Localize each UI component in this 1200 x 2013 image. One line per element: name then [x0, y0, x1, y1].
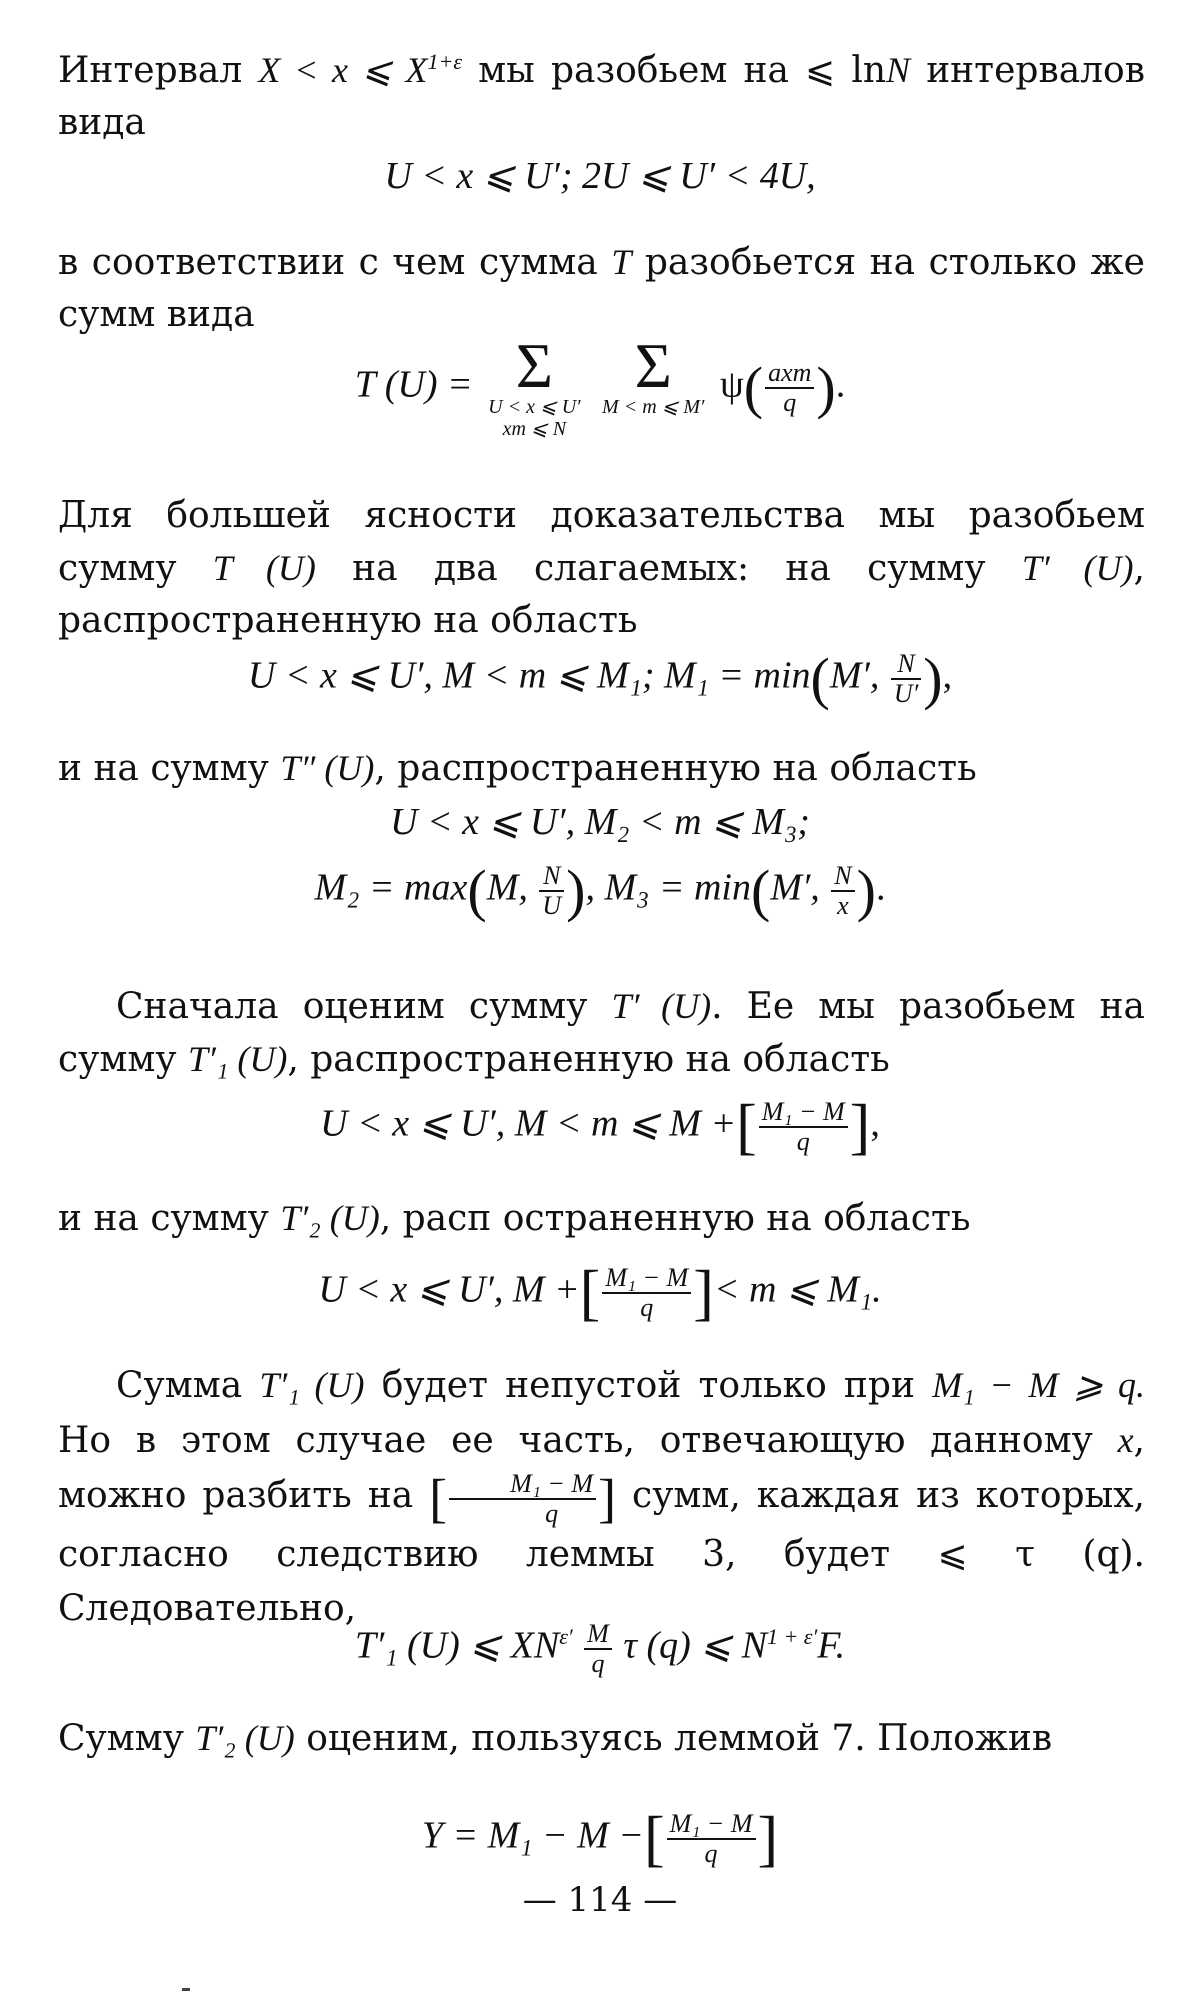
math-inline: [ $\frac{\text{M₁ − M}}{q}$ ]: [429, 1468, 617, 1529]
paragraph-t2-sum: [58, 1192, 1145, 1245]
text: , распространенную на область: [374, 748, 977, 789]
paragraph-estimate-first: [58, 980, 1145, 1086]
text: Но в этом случае ее часть, отвечающую данному: [58, 1420, 1093, 1461]
equation-region-one: U < x ⩽ U′, M < m ⩽ M₁; M₁ = min(M′, $\frac{N}{U'}$ ),: [247, 646, 953, 711]
text: . Ее мы разобьем на сумму: [58, 986, 1145, 1080]
text: сумм, каждая из которых, согласно следствию леммы 3, будет ⩽ τ (q). Следовательно,: [58, 1475, 1145, 1629]
sum-operator: Σ U < x ⩽ U′ xm ⩽ N: [488, 330, 581, 440]
math-inline: T′ (U): [1021, 548, 1134, 588]
text: , распространенную на область: [287, 1039, 890, 1080]
paragraph-intervals: [58, 44, 1145, 149]
scan-mark: [182, 1988, 190, 1991]
math-inline: X < x ⩽ $X^{1+\varepsilon}$: [258, 49, 463, 90]
fraction: $\frac{\text{axm}}{q}$: [765, 359, 814, 417]
text: на два слагаемых: на сумму: [352, 548, 986, 589]
text: Для большей ясности доказательства мы разобьем сумму: [58, 495, 1145, 589]
math-inline: T: [611, 242, 632, 282]
equation-m2-m3: M₂ = max(M, $\frac{N}{U}$ ), M₃ = min(M′, $\frac{N}{x}$ ).: [314, 858, 886, 923]
fraction: $\frac{N}{U}$: [539, 862, 564, 920]
text: оценим, пользуясь леммой 7. Положив: [306, 1718, 1053, 1759]
fraction: $\frac{M}{q}$: [584, 1620, 612, 1678]
paragraph-split-two: [58, 490, 1145, 647]
math-inline: T′₁ (U): [187, 1039, 288, 1079]
equation-region-four: U < x ⩽ U′, M +[ $\frac{\text{M₁ − M}}{q}$ ]< m ⩽ M₁.: [318, 1259, 882, 1327]
text: и на сумму: [58, 1198, 269, 1239]
text: , можно разбить на: [58, 1420, 1145, 1516]
text: разобьется на столько же сумм вида: [58, 242, 1145, 335]
equation-lhs: T (U) =: [354, 363, 473, 406]
equation-double-sum: T (U) = Σ U < x ⩽ U′ xm ⩽ N Σ M < m ⩽ M′ ψ( $\frac{\text{axm}}{q}$ ).: [354, 330, 846, 440]
fraction: $\frac{\text{M₁ − M}}{q}$: [602, 1264, 691, 1322]
fraction: $\frac{N}{U'}$: [891, 650, 921, 708]
equation-region-two: U < x ⩽ U′, M₂ < m ⩽ M₃;: [390, 801, 810, 843]
fraction: $\frac{\text{M₁ − M}}{q}$: [759, 1098, 848, 1156]
text: мы разобьем на ⩽ ln: [478, 50, 887, 91]
math-inline: T′₂ (U): [280, 1198, 380, 1238]
page-number: — 114 —: [522, 1880, 678, 1920]
text: Сумму: [58, 1718, 184, 1759]
text: Сначала оценим сумму: [116, 986, 588, 1027]
math-inline: T′ (U): [611, 986, 712, 1026]
equation-t1-bound: T′₁ (U) ⩽ $XN^{\varepsilon'}$ $\frac{M}{q}$ τ (q) ⩽ $N^{1 + \varepsilon'}F$.: [354, 1619, 846, 1678]
paragraph-second-sum: [58, 742, 1145, 795]
paragraph-nonempty: [58, 1358, 1145, 1636]
text: интервалов вида: [58, 50, 1145, 143]
fraction: $\frac{N}{x}$: [831, 862, 854, 920]
sum-limit: U < x ⩽ U′: [488, 396, 581, 418]
sum-operator: Σ M < m ⩽ M′: [602, 330, 705, 418]
math-inline: M₁ − M ⩾ q.: [932, 1365, 1146, 1405]
text: в соответствии с чем сумма: [58, 242, 598, 283]
sum-limit: M < m ⩽ M′: [602, 396, 705, 418]
equation-region-three: U < x ⩽ U′, M < m ⩽ M +[ $\frac{\text{M₁ − M}}{q}$ ],: [320, 1093, 880, 1161]
text: Сумма: [116, 1365, 243, 1406]
text: Интервал: [58, 50, 243, 91]
sum-limit: xm ⩽ N: [502, 418, 567, 440]
equation-interval: U < x ⩽ U′; 2U ⩽ U′ < 4U,: [384, 155, 816, 197]
math-inline: T′₁ (U): [259, 1365, 365, 1405]
math-inline: T″ (U): [280, 748, 375, 788]
text: , расп остраненную на область: [379, 1198, 971, 1239]
fraction: $\frac{\text{M₁ − M}}{q}$: [667, 1810, 756, 1868]
text: и на сумму: [58, 748, 269, 789]
paragraph-sum-split: [58, 236, 1145, 341]
math-inline: N: [886, 50, 911, 90]
paragraph-lemma7: [58, 1712, 1145, 1765]
psi-symbol: ψ: [719, 363, 744, 406]
equation-y-def: Y = M₁ − M −[ $\frac{\text{M₁ − M}}{q}$ ]: [421, 1805, 779, 1873]
math-inline: T (U): [212, 548, 316, 588]
math-inline: T′₂ (U): [195, 1718, 295, 1758]
text: будет непустой только при: [381, 1365, 915, 1406]
math-inline: x: [1117, 1420, 1134, 1460]
text: , распространенную на область: [58, 548, 1145, 641]
